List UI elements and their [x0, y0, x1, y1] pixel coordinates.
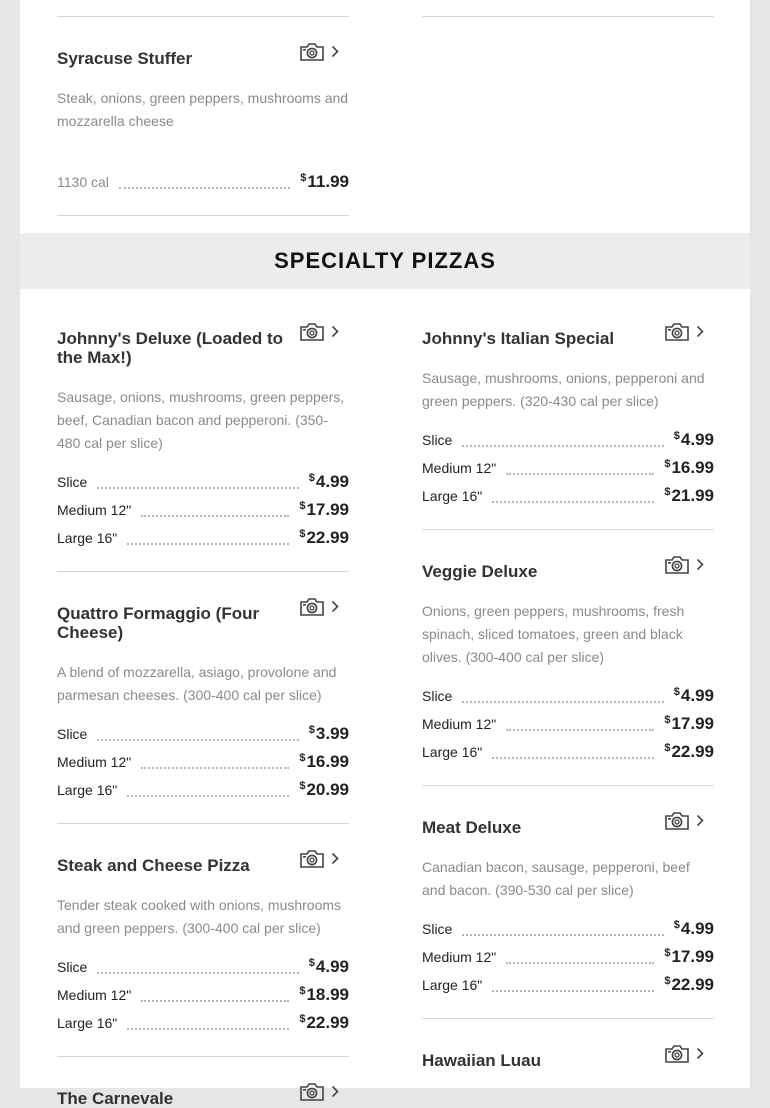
item-actions[interactable]	[664, 811, 714, 833]
currency-symbol: $	[299, 780, 306, 792]
menu-item[interactable]	[422, 1051, 714, 1070]
currency-symbol: $	[299, 1013, 306, 1025]
currency-symbol: $	[299, 752, 306, 764]
item-description: Steak, onions, green peppers, mushrooms and mozzarella cheese	[57, 90, 349, 129]
chevron-right-icon[interactable]	[331, 45, 339, 58]
divider	[422, 529, 714, 530]
item-name: Syracuse Stuffer	[57, 49, 193, 68]
size-label: Slice	[422, 432, 453, 448]
item-name: Veggie Deluxe	[422, 562, 538, 581]
camera-icon[interactable]	[664, 811, 690, 831]
camera-icon[interactable]	[664, 322, 690, 342]
price	[299, 500, 349, 520]
item-actions[interactable]	[664, 1044, 714, 1066]
item-description: Sausage, onions, mushrooms, green peppers, beef, Canadian bacon and pepperoni. (350-480 cal per slice)	[57, 389, 345, 451]
camera-icon[interactable]	[299, 1082, 325, 1102]
price-list	[57, 468, 349, 552]
price-value: 16.99	[671, 458, 714, 477]
dot-leader	[141, 766, 289, 769]
size-label: Medium 12"	[57, 502, 132, 518]
item-actions[interactable]	[664, 322, 714, 344]
currency-symbol: $	[299, 500, 306, 512]
item-name: Steak and Cheese Pizza	[57, 856, 250, 875]
price	[664, 947, 714, 967]
price	[299, 528, 349, 548]
size-label: Medium 12"	[422, 716, 497, 732]
price-value: 22.99	[306, 1013, 349, 1032]
divider	[57, 1056, 349, 1057]
item-header	[57, 329, 349, 367]
dot-leader	[141, 514, 289, 517]
item-header	[57, 856, 349, 875]
dot-leader	[97, 738, 298, 741]
item-actions[interactable]	[664, 555, 714, 577]
chevron-right-icon[interactable]	[696, 558, 704, 571]
currency-symbol: $	[664, 714, 671, 726]
dot-leader	[127, 542, 289, 545]
price-value: 20.99	[306, 780, 349, 799]
left-column	[57, 329, 349, 1108]
menu-item[interactable]	[57, 329, 349, 552]
item-header	[57, 1089, 349, 1108]
currency-symbol: $	[308, 472, 315, 484]
price	[309, 957, 349, 977]
price	[299, 780, 349, 800]
item-actions[interactable]	[299, 1082, 349, 1104]
item-name: Quattro Formaggio (Four Cheese)	[57, 604, 260, 642]
dot-leader	[492, 500, 654, 503]
price	[309, 472, 349, 492]
item-actions[interactable]	[299, 42, 349, 64]
price-row	[57, 524, 349, 552]
price-row	[57, 1009, 349, 1037]
currency-symbol: $	[308, 724, 315, 736]
item-header	[57, 604, 349, 642]
item-description: Sausage, mushrooms, onions, pepperoni and green peppers. (320-430 cal per slice)	[422, 370, 705, 409]
item-description: Onions, green peppers, mushrooms, fresh spinach, sliced tomatoes, green and black olives. (300-400 cal per slice)	[422, 603, 685, 665]
chevron-right-icon[interactable]	[331, 325, 339, 338]
menu-page	[20, 0, 750, 1108]
dot-leader	[119, 186, 290, 189]
item-header	[422, 329, 714, 348]
price-value: 22.99	[671, 742, 714, 761]
size-label: Large 16"	[57, 782, 118, 798]
size-label: Large 16"	[422, 744, 483, 760]
top-right-column	[422, 16, 714, 17]
size-label: Slice	[57, 474, 88, 490]
chevron-right-icon[interactable]	[696, 325, 704, 338]
price	[299, 985, 349, 1005]
menu-item[interactable]	[57, 604, 349, 804]
price-row	[57, 468, 349, 496]
price-list	[422, 915, 714, 999]
chevron-right-icon[interactable]	[331, 1085, 339, 1098]
price-list	[57, 720, 349, 804]
divider	[422, 16, 714, 17]
dot-leader	[127, 794, 289, 797]
item-header	[422, 562, 714, 581]
item-header	[422, 1051, 714, 1070]
price-row	[57, 720, 349, 748]
currency-symbol: $	[299, 985, 306, 997]
price	[309, 724, 349, 744]
dot-leader	[506, 961, 654, 964]
item-description: Canadian bacon, sausage, pepperoni, beef and bacon. (390-530 cal per slice)	[422, 859, 690, 898]
price-row	[422, 454, 714, 482]
price-value: 4.99	[680, 919, 714, 938]
dot-leader	[462, 933, 663, 936]
dot-leader	[492, 756, 654, 759]
section-title: SPECIALTY PIZZAS	[274, 248, 496, 273]
price-row	[57, 496, 349, 524]
size-label: Medium 12"	[57, 754, 132, 770]
price-value: 17.99	[306, 500, 349, 519]
price-row	[57, 748, 349, 776]
size-label: Large 16"	[57, 530, 118, 546]
dot-leader	[97, 486, 298, 489]
currency-symbol: $	[664, 975, 671, 987]
currency-symbol: $	[664, 486, 671, 498]
dot-leader	[127, 1027, 289, 1030]
size-label: Slice	[422, 688, 453, 704]
size-label: Medium 12"	[422, 949, 497, 965]
calories: 1130 cal	[57, 174, 109, 190]
divider	[57, 215, 349, 216]
price-row	[422, 738, 714, 766]
menu-item[interactable]	[422, 818, 714, 999]
price	[299, 1013, 349, 1033]
calorie-price-row	[57, 168, 349, 196]
size-label: Slice	[57, 726, 88, 742]
price-value: 17.99	[671, 947, 714, 966]
price	[299, 752, 349, 772]
size-label: Slice	[422, 921, 453, 937]
section-header	[20, 233, 750, 289]
chevron-right-icon[interactable]	[696, 814, 704, 827]
menu-item[interactable]	[57, 856, 349, 1037]
price	[300, 172, 349, 192]
item-description: Tender steak cooked with onions, mushrooms and green peppers. (300-400 cal per slice)	[57, 897, 342, 936]
menu-item[interactable]	[422, 562, 714, 766]
currency-symbol: $	[664, 458, 671, 470]
price-value: 17.99	[671, 714, 714, 733]
currency-symbol: $	[300, 172, 307, 184]
size-label: Medium 12"	[57, 987, 132, 1003]
price-value: 21.99	[671, 486, 714, 505]
price	[664, 742, 714, 762]
divider	[57, 571, 349, 572]
price-row	[422, 682, 714, 710]
item-name: Meat Deluxe	[422, 818, 522, 837]
currency-symbol: $	[308, 957, 315, 969]
price	[664, 458, 714, 478]
dot-leader	[462, 700, 663, 703]
price	[674, 430, 714, 450]
currency-symbol: $	[673, 686, 680, 698]
price-list	[57, 953, 349, 1037]
price-value: 11.99	[307, 172, 349, 191]
right-column	[422, 329, 714, 1070]
price-value: 18.99	[306, 985, 349, 1004]
price-row	[57, 776, 349, 804]
top-left-column	[57, 16, 349, 216]
price	[674, 919, 714, 939]
price-value: 3.99	[315, 724, 349, 743]
dot-leader	[506, 728, 654, 731]
price-value: 4.99	[315, 957, 349, 976]
camera-icon[interactable]	[664, 1044, 690, 1064]
price	[674, 686, 714, 706]
dot-leader	[141, 999, 289, 1002]
price	[664, 714, 714, 734]
price-value: 4.99	[680, 686, 714, 705]
size-label: Large 16"	[422, 488, 483, 504]
chevron-right-icon[interactable]	[696, 1047, 704, 1060]
camera-icon[interactable]	[664, 555, 690, 575]
price-list	[422, 682, 714, 766]
item-actions[interactable]	[299, 322, 349, 344]
item-actions[interactable]	[299, 597, 349, 619]
price-row	[57, 981, 349, 1009]
currency-symbol: $	[299, 528, 306, 540]
dot-leader	[492, 989, 654, 992]
price-value: 22.99	[306, 528, 349, 547]
chevron-right-icon[interactable]	[331, 852, 339, 865]
camera-icon[interactable]	[299, 322, 325, 342]
size-label: Slice	[57, 959, 88, 975]
divider	[57, 16, 349, 17]
price-value: 16.99	[306, 752, 349, 771]
item-name: Johnny's Deluxe (Loaded to the Max!)	[57, 329, 284, 367]
price-row	[422, 971, 714, 999]
price-row	[422, 915, 714, 943]
currency-symbol: $	[664, 947, 671, 959]
item-name: Hawaiian Luau	[422, 1051, 542, 1070]
size-label: Large 16"	[57, 1015, 118, 1031]
price	[664, 486, 714, 506]
currency-symbol: $	[673, 430, 680, 442]
price-row	[422, 426, 714, 454]
item-header	[422, 818, 714, 837]
menu-item[interactable]	[57, 1089, 349, 1108]
chevron-right-icon[interactable]	[331, 600, 339, 613]
item-name: Johnny's Italian Special	[422, 329, 615, 348]
price-list	[422, 426, 714, 510]
menu-item[interactable]	[422, 329, 714, 510]
item-description: A blend of mozzarella, asiago, provolone and parmesan cheeses. (300-400 cal per slice)	[57, 664, 337, 703]
camera-icon[interactable]	[299, 849, 325, 869]
camera-icon[interactable]	[299, 42, 325, 62]
item-actions[interactable]	[299, 849, 349, 871]
divider	[57, 823, 349, 824]
price-row	[422, 943, 714, 971]
size-label: Large 16"	[422, 977, 483, 993]
currency-symbol: $	[664, 742, 671, 754]
dot-leader	[462, 444, 663, 447]
currency-symbol: $	[673, 919, 680, 931]
camera-icon[interactable]	[299, 597, 325, 617]
price-row	[57, 953, 349, 981]
price	[664, 975, 714, 995]
size-label: Medium 12"	[422, 460, 497, 476]
price-value: 4.99	[315, 472, 349, 491]
price-row	[422, 482, 714, 510]
item-name: The Carnevale	[57, 1089, 174, 1108]
menu-item[interactable]	[57, 49, 349, 196]
divider	[422, 785, 714, 786]
item-header	[57, 49, 349, 68]
dot-leader	[506, 472, 654, 475]
price-value: 22.99	[671, 975, 714, 994]
divider	[422, 1018, 714, 1019]
price-value: 4.99	[680, 430, 714, 449]
dot-leader	[97, 971, 298, 974]
price-row	[422, 710, 714, 738]
